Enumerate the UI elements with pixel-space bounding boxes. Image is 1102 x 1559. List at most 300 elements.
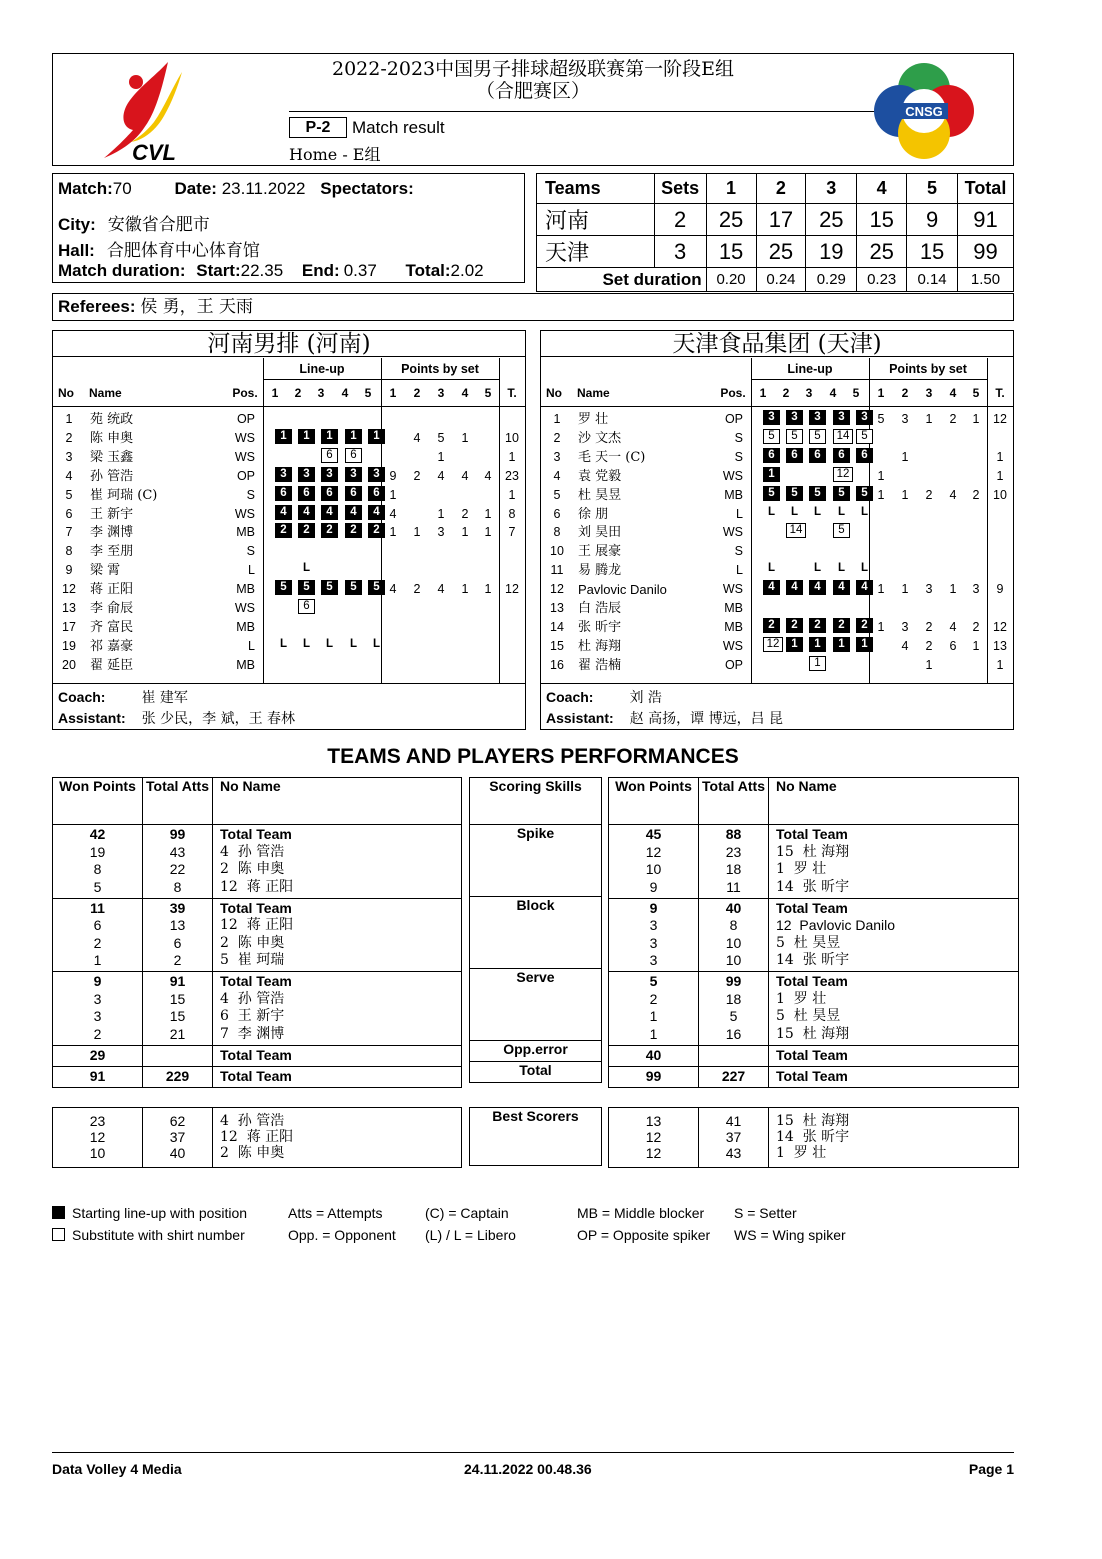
best-scorer-row (609, 1108, 1019, 1130)
coach: Coach: 刘 浩 (546, 689, 662, 706)
player-number: 8 (65, 544, 73, 559)
player-position: OP (236, 412, 255, 426)
best-player: 14 张 昕宇 (776, 1129, 850, 1145)
player-number: 7 (65, 525, 73, 540)
player-stat-row (609, 879, 1019, 899)
starting-position-box: 5 (321, 580, 338, 595)
total-atts: 99 (699, 972, 769, 991)
player-stat-row (609, 935, 1019, 953)
starting-position-box: 2 (763, 618, 780, 633)
player-number: 16 (550, 657, 564, 672)
player-row (53, 448, 525, 467)
total-points: 99 (609, 1066, 699, 1087)
set-points: 1 (461, 525, 469, 540)
set-points: 4 (949, 619, 957, 634)
set-points: 4 (389, 506, 397, 521)
player-stat-row (609, 917, 1019, 935)
stat-owner: 1 罗 壮 (776, 990, 827, 1007)
perf-header-no_name: No Name (213, 778, 462, 825)
stat-owner: 15 杜 海翔 (776, 843, 850, 860)
col-no: No (58, 386, 74, 400)
starting-position-box: 6 (275, 486, 292, 501)
assistant: Assistant: 张 少民，李 斌，王 春林 (58, 710, 296, 727)
player-position: L (736, 563, 743, 578)
set-points: 4 (437, 582, 445, 597)
player-row (53, 542, 525, 561)
won-points: 45 (609, 825, 699, 844)
stat-owner: 4 孙 管浩 (220, 990, 285, 1007)
cnsg-logo (870, 57, 978, 165)
legend-substitute: Substitute with shirt number (52, 1227, 245, 1243)
best-won: 10 (53, 1145, 143, 1167)
col-points-set: 4 (949, 386, 957, 400)
won-points: 3 (609, 952, 699, 972)
total-atts: 88 (699, 825, 769, 844)
perf-header-row (609, 778, 1019, 825)
col-total: T. (507, 386, 517, 400)
player-position: OP (724, 412, 743, 426)
stat-owner: Total Team (776, 899, 848, 916)
starting-position-box: 6 (763, 448, 780, 463)
starting-position-box: 2 (856, 618, 873, 633)
total-owner: Total Team (769, 1066, 1019, 1087)
stat-owner: 1 罗 壮 (776, 861, 827, 877)
won-points: 8 (53, 861, 143, 879)
col-points-set: 3 (437, 386, 445, 400)
player-position: WS (722, 525, 743, 540)
set-points: 5 (877, 412, 885, 426)
best-scorer-row (53, 1129, 462, 1145)
skill-serve: Serve (470, 969, 602, 1041)
player-number: 4 (553, 468, 561, 483)
starting-position-box: 6 (809, 448, 826, 463)
starting-position-box: 6 (345, 486, 362, 501)
player-number: 12 (62, 582, 76, 597)
total-atts: 2 (143, 952, 213, 972)
svg-text:CNSG: CNSG (905, 104, 943, 119)
starting-position-box: 2 (345, 523, 362, 538)
player-row (53, 467, 525, 486)
player-name: 沙 文杰 (578, 430, 622, 446)
player-position: L (248, 638, 255, 653)
total-atts: 16 (699, 1026, 769, 1046)
stat-owner: 5 杜 昊昱 (776, 1008, 841, 1024)
opp_error-row (470, 1041, 602, 1062)
col-name: Name (577, 386, 610, 400)
cvl-logo (98, 58, 193, 164)
won-points: 5 (609, 972, 699, 991)
player-position: WS (722, 582, 743, 597)
player-position: L (248, 563, 255, 578)
stat-owner: Total Team (220, 899, 292, 916)
starting-position-box: 3 (275, 467, 292, 482)
player-stat-row (609, 861, 1019, 879)
starting-position-box: 6 (786, 448, 803, 463)
city: 安徽省合肥市 (107, 215, 210, 235)
total-atts: 91 (143, 972, 213, 991)
won-points: 3 (53, 1008, 143, 1026)
won-points: 11 (53, 898, 143, 917)
team-name: 天津食品集团 (天津) (541, 331, 1013, 357)
skills-header-row (470, 778, 602, 825)
player-number: 5 (553, 487, 561, 502)
set-points: 1 (877, 582, 885, 597)
starting-position-box: 2 (786, 618, 803, 633)
player-name: 白 浩辰 (578, 601, 622, 616)
away-roster (540, 330, 1014, 730)
stat-owner: 14 张 昕宇 (769, 879, 1019, 899)
player-name: 李 至朋 (90, 544, 134, 560)
player-stat-row (609, 952, 1019, 972)
team-total-row (609, 825, 1019, 844)
header-rule (541, 406, 1013, 407)
player-name: 王 新宇 (90, 506, 134, 522)
legend-atts: Atts = Attempts (288, 1205, 383, 1221)
set-points: 2 (413, 468, 421, 483)
player-total: 12 (993, 619, 1007, 634)
libero-mark: L (837, 505, 846, 518)
won-points: 2 (609, 991, 699, 1009)
player-row (541, 561, 1013, 580)
player-position: S (246, 487, 255, 502)
player-number: 10 (550, 544, 564, 559)
player-number: 13 (550, 601, 564, 615)
best-player: 4 孙 管浩 (220, 1113, 285, 1129)
libero-mark: L (767, 505, 776, 518)
player-stat-row (609, 844, 1019, 862)
player-position: S (734, 449, 743, 464)
home-roster (52, 330, 526, 730)
stat-owner: 2 陈 申奥 (220, 861, 285, 877)
set-points: 1 (925, 657, 933, 672)
starting-position-box: 2 (298, 523, 315, 538)
opp_error-label: Opp.error (470, 1041, 602, 1062)
best-atts: 41 (699, 1108, 769, 1130)
total-row (470, 1062, 602, 1083)
player-row (541, 523, 1013, 542)
starting-position-box: 1 (345, 429, 362, 444)
player-position: WS (234, 449, 255, 464)
starting-position-box: 2 (833, 618, 850, 633)
score-table: Teams Sets 1 2 3 4 5 Total 河南 2 25 17 25 15 9 91 天津 3 15 25 19 25 15 99 Set duration 0.20 0.24 0.29 0.23 0.14 1.50 (536, 173, 1014, 292)
legend-opp: Opp. = Opponent (288, 1227, 396, 1243)
best-player: 15 杜 海翔 (776, 1113, 850, 1129)
player-name: 罗 壮 (578, 412, 609, 427)
substitute-box: 12 (833, 467, 853, 482)
won-points: 19 (53, 844, 143, 862)
set-points: 2 (925, 619, 933, 634)
total-atts: 15 (143, 1008, 213, 1026)
player-name: 徐 朋 (578, 506, 609, 522)
player-name: 翟 延臣 (90, 657, 134, 673)
player-stat-row (609, 991, 1019, 1009)
col-lineup-set: 3 (805, 386, 813, 400)
player-number: 2 (553, 430, 561, 445)
best-scorer-row (53, 1108, 462, 1130)
starting-position-box: 4 (345, 505, 362, 520)
won-points: 2 (53, 935, 143, 953)
player-stat-row (53, 991, 462, 1009)
player-position: MB (236, 657, 255, 672)
footer (52, 1452, 1014, 1482)
player-stat-row (53, 935, 462, 953)
player-total: 23 (505, 468, 519, 483)
total-atts: 18 (699, 861, 769, 879)
total-atts: 10 (699, 952, 769, 972)
player-name: 苑 统政 (90, 412, 134, 427)
player-total: 7 (508, 525, 516, 540)
player-position: L (736, 506, 743, 521)
set-points: 4 (461, 468, 469, 483)
player-row (541, 467, 1013, 486)
legend (52, 1205, 1014, 1251)
total-points: 91 (53, 1066, 143, 1087)
header-divider (289, 111, 887, 112)
libero-mark: L (790, 505, 799, 518)
svg-text:CVL: CVL (132, 140, 176, 164)
libero-mark: L (767, 562, 776, 575)
player-total: 1 (996, 449, 1004, 464)
legend-op: OP = Opposite spiker (577, 1227, 711, 1243)
team-total-row (609, 972, 1019, 991)
player-name: 陈 申奥 (90, 430, 134, 446)
col-points-set: 2 (901, 386, 909, 400)
match-start: 22.35 (240, 261, 284, 280)
stat-owner: Total Team (220, 973, 292, 989)
player-position: WS (722, 638, 743, 653)
player-row (541, 599, 1013, 618)
skill-row (470, 825, 602, 897)
team-total-row (53, 825, 462, 844)
stat-owner: 5 崔 珂瑞 (213, 952, 462, 972)
lineup-header: Line-up (751, 358, 869, 380)
assistant-names: 张 少民，李 斌，王 春林 (141, 711, 296, 727)
starting-position-box: 5 (833, 486, 850, 501)
set-points: 2 (461, 506, 469, 521)
libero-mark: L (349, 637, 358, 650)
match-info: Match:70 Date: 23.11.2022 Spectators: City: 安徽省合肥市 Hall: 合肥体育中心体育馆 Match duration: Start:22.35 End: 0.37 Total:2.02 (52, 173, 525, 283)
player-position: S (246, 544, 255, 559)
skill-row (470, 969, 602, 1041)
set-points: 4 (413, 430, 421, 445)
starting-position-box: 5 (275, 580, 292, 595)
player-stat-row (53, 879, 462, 899)
starting-position-box: 5 (809, 486, 826, 501)
won-points: 9 (53, 972, 143, 991)
total-atts: 40 (699, 898, 769, 917)
starting-position-box: 4 (856, 580, 873, 595)
best-player: 2 陈 申奥 (220, 1145, 285, 1161)
player-name: 翟 浩楠 (578, 657, 622, 673)
stat-owner: 12 Pavlovic Danilo (776, 917, 896, 933)
opp-error-atts (699, 1045, 769, 1066)
set-points: 1 (461, 430, 469, 445)
performances-title: TEAMS AND PLAYERS PERFORMANCES (327, 745, 739, 768)
player-total: 8 (508, 506, 516, 521)
starting-position-box: 3 (345, 467, 362, 482)
col-lineup-set: 4 (829, 386, 837, 400)
starting-position-box: 5 (298, 580, 315, 595)
col-lineup-set: 4 (341, 386, 349, 400)
stat-owner: 7 李 渊博 (213, 1026, 462, 1046)
player-name: 刘 昊田 (578, 525, 622, 541)
starting-position-box: 2 (809, 618, 826, 633)
player-number: 6 (553, 506, 561, 521)
substitute-box: 5 (809, 429, 826, 444)
best-won: 12 (53, 1129, 143, 1145)
col-lineup-set: 1 (759, 386, 767, 400)
starting-position-box: 4 (809, 580, 826, 595)
set-points: 3 (901, 412, 909, 426)
column-header-row (53, 386, 525, 406)
libero-mark: L (860, 505, 869, 518)
total-atts: 39 (143, 898, 213, 917)
col-points-set: 3 (925, 386, 933, 400)
player-number: 4 (65, 468, 73, 483)
stat-owner: Total Team (220, 826, 292, 842)
set-points: 1 (901, 487, 909, 502)
set-points: 2 (949, 412, 957, 426)
best-won: 12 (609, 1129, 699, 1145)
player-number: 6 (65, 506, 73, 521)
coach-name: 崔 建军 (141, 690, 188, 706)
perf-header-total_atts: Total Atts (699, 778, 769, 825)
perf-header-won_points: Won Points (53, 778, 143, 825)
best-won: 23 (53, 1108, 143, 1130)
stat-owner: Total Team (776, 826, 848, 842)
player-row (53, 429, 525, 448)
match-total: 2.02 (450, 261, 484, 280)
player-number: 3 (553, 449, 561, 464)
total-attempts: 229 (143, 1066, 213, 1087)
team-total-row (53, 898, 462, 917)
match-date: 23.11.2022 (221, 179, 306, 198)
player-row (53, 580, 525, 599)
set-points: 1 (877, 468, 885, 483)
starting-position-box: 1 (368, 429, 385, 444)
player-number: 14 (550, 619, 564, 634)
player-position: OP (236, 468, 255, 483)
player-total: 1 (996, 657, 1004, 672)
score-row-home: 河南 2 25 17 25 15 9 91 (537, 204, 1014, 236)
legend-starting: Starting line-up with position (52, 1205, 247, 1221)
best-atts: 37 (143, 1129, 213, 1145)
set-points: 4 (484, 468, 492, 483)
legend-captain: (C) = Captain (425, 1205, 509, 1221)
substitute-box: 6 (345, 448, 362, 463)
col-lineup-set: 2 (294, 386, 302, 400)
footer-timestamp: 24.11.2022 00.48.36 (464, 1461, 592, 1477)
assistant-names: 赵 高扬，谭 博远，吕 昆 (629, 711, 784, 727)
starting-position-box: 4 (275, 505, 292, 520)
starting-position-box: 5 (368, 580, 385, 595)
player-name: 毛 天一 (C) (578, 449, 646, 465)
column-header-row (541, 386, 1013, 406)
stat-owner: 12 蒋 正阳 (213, 879, 462, 899)
total-atts: 15 (143, 991, 213, 1009)
player-stat-row (53, 861, 462, 879)
referees: Referees: 侯 勇，王 天雨 (52, 293, 1014, 321)
player-name: 杜 昊昱 (578, 487, 622, 503)
starting-position-box: 1 (275, 429, 292, 444)
best-won: 12 (609, 1145, 699, 1167)
won-points: 3 (609, 935, 699, 953)
grand-total-row (53, 1066, 462, 1087)
substitute-box: 6 (321, 448, 338, 463)
player-number: 12 (550, 582, 564, 597)
libero-mark: L (279, 637, 288, 650)
player-stat-row (53, 1008, 462, 1026)
stat-owner: 14 张 昕宇 (769, 952, 1019, 972)
substitute-box: 5 (763, 429, 780, 444)
starting-position-box: 1 (833, 637, 850, 652)
assistant: Assistant: 赵 高扬，谭 博远，吕 昆 (546, 710, 784, 727)
set-points: 1 (949, 582, 957, 597)
player-total: 12 (505, 582, 519, 597)
report-header (52, 53, 1014, 166)
set-points: 5 (437, 430, 445, 445)
skill-block: Block (470, 897, 602, 969)
set-points: 4 (901, 638, 909, 653)
starting-position-box: 6 (298, 486, 315, 501)
starting-position-box: 3 (809, 410, 826, 425)
starting-position-box: 1 (763, 467, 780, 482)
substitute-box: 5 (786, 429, 803, 444)
starting-position-box: 1 (786, 637, 803, 652)
legend-ws: WS = Wing spiker (734, 1227, 846, 1243)
coach-name: 刘 浩 (629, 690, 662, 706)
scoring-skills-header: Scoring Skills (470, 778, 602, 825)
player-number: 11 (550, 563, 564, 578)
player-row (53, 505, 525, 524)
points-by-set-header: Points by set (869, 358, 987, 380)
opp-error-points: 40 (609, 1045, 699, 1066)
stat-owner: 2 陈 申奥 (220, 934, 285, 951)
player-row (541, 637, 1013, 656)
player-position: MB (724, 487, 743, 502)
set-duration-row: Set duration 0.20 0.24 0.29 0.23 0.14 1.50 (537, 268, 1014, 292)
player-row (541, 429, 1013, 448)
coach-rule (541, 683, 1013, 684)
opp-error-owner: Total Team (213, 1045, 462, 1066)
total-atts: 13 (143, 917, 213, 935)
total-atts: 5 (699, 1008, 769, 1026)
won-points: 9 (609, 879, 699, 899)
total-atts: 8 (699, 917, 769, 935)
player-name: 袁 党毅 (578, 468, 622, 484)
best-atts: 43 (699, 1145, 769, 1167)
player-row (53, 656, 525, 675)
set-points: 1 (413, 525, 421, 540)
col-no: No (546, 386, 562, 400)
starting-position-box: 1 (321, 429, 338, 444)
player-number: 17 (62, 619, 76, 634)
player-position: MB (724, 601, 743, 615)
total-label: Total (470, 1062, 602, 1083)
set-points: 1 (925, 412, 933, 426)
player-name: 祁 嘉豪 (90, 638, 134, 654)
starting-position-box: 5 (345, 580, 362, 595)
player-number: 1 (65, 412, 73, 426)
team-total-row (609, 898, 1019, 917)
player-number: 9 (65, 563, 73, 578)
player-number: 2 (65, 430, 73, 445)
libero-mark: L (837, 562, 846, 575)
perf-header-no_name: No Name (769, 778, 1019, 825)
player-name: 杜 海翔 (578, 638, 622, 654)
set-points: 1 (901, 582, 909, 597)
lineup-header: Line-up (263, 358, 381, 380)
